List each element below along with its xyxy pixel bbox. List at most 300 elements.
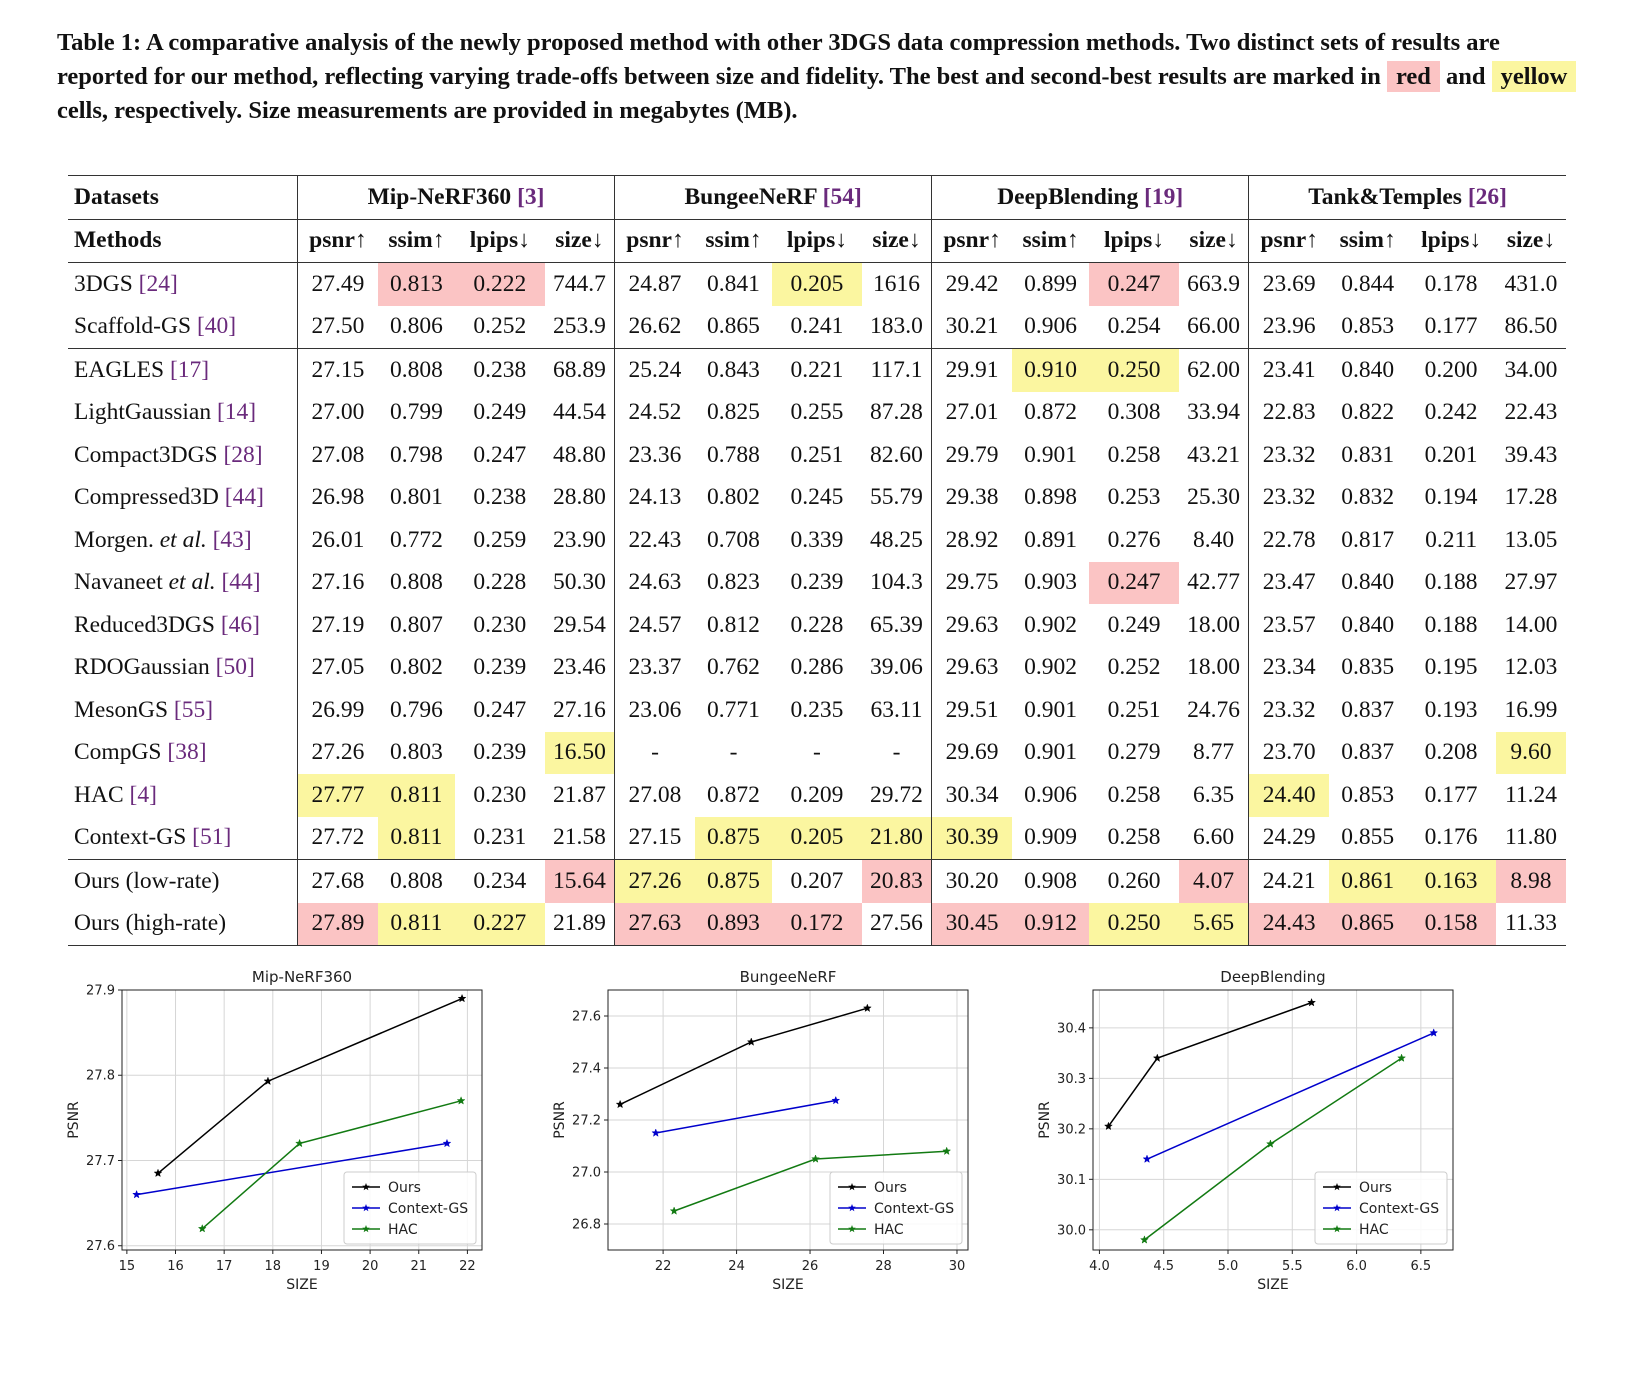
metric-cell: 22.43 <box>628 526 682 553</box>
chart-body <box>66 968 482 1293</box>
legend-entry: Context-GS <box>1359 1201 1440 1217</box>
method-name-italic: et al. <box>168 569 216 596</box>
metric-cell: 0.250 <box>1089 903 1179 946</box>
header-row-datasets <box>68 176 1566 220</box>
caption-red-swatch: red <box>1387 61 1440 92</box>
method-name: Ours (low-rate) <box>74 867 220 894</box>
metric-cell: 0.865 <box>1329 903 1406 946</box>
psnr-size-charts <box>0 968 1627 1385</box>
metric-cell: 663.9 <box>1179 263 1249 306</box>
method-ref: [55] <box>173 696 214 723</box>
method-name: CompGS <box>74 739 162 766</box>
metric-cell: 0.239 <box>473 654 527 681</box>
series-line-context-gs <box>656 1101 836 1134</box>
series-line-context-gs <box>1147 1033 1434 1159</box>
metric-header: psnr↑ <box>1249 219 1329 263</box>
metric-cell: 431.0 <box>1504 270 1558 297</box>
method-name-cell <box>68 519 297 562</box>
table-row <box>68 860 1566 903</box>
metric-cell: 0.891 <box>1024 526 1078 553</box>
method-name: Morgen. <box>74 526 154 553</box>
method-name-cell <box>68 903 297 946</box>
metric-cell: 0.899 <box>1024 270 1078 297</box>
chart-mip-nerf360 <box>60 968 530 1350</box>
method-ref: [51] <box>192 824 232 851</box>
metric-cell: 30.34 <box>945 781 999 808</box>
metric-cell: 0.247 <box>473 696 527 723</box>
metric-cell: 0.837 <box>1341 739 1395 766</box>
metric-cell: 0.802 <box>707 484 760 511</box>
metric-cell: 26.99 <box>311 696 365 723</box>
metric-cell: 0.339 <box>790 526 844 553</box>
metric-cell: 6.35 <box>1179 774 1249 817</box>
method-ref: [28] <box>223 441 263 468</box>
metric-cell: 0.228 <box>473 569 527 596</box>
metric-cell: 11.24 <box>1504 781 1557 808</box>
method-name: MesonGS <box>74 696 169 723</box>
metric-cell: 14.00 <box>1504 611 1558 638</box>
metric-cell: 0.802 <box>389 654 443 681</box>
metric-cell: 0.252 <box>1107 654 1161 681</box>
dataset-header-0 <box>297 176 614 220</box>
metric-cell: 30.39 <box>932 817 1012 860</box>
method-name: EAGLES <box>74 356 165 383</box>
metric-cell: 0.901 <box>1024 696 1078 723</box>
metric-cell: 30.20 <box>932 860 1012 903</box>
metric-cell: 0.251 <box>1107 696 1161 723</box>
table-row <box>68 903 1566 946</box>
metric-cell: 0.811 <box>378 903 455 946</box>
metric-cell: 0.811 <box>378 817 455 860</box>
x-axis-label: SIZE <box>1257 1277 1289 1293</box>
legend-entry: HAC <box>388 1222 418 1238</box>
metric-cell: 4.07 <box>1179 860 1249 903</box>
metric-cell: 0.251 <box>790 441 844 468</box>
data-point-hac <box>943 1147 951 1154</box>
legend-entry: Ours <box>388 1180 421 1196</box>
metric-cell: 24.13 <box>628 484 682 511</box>
method-name-cell <box>68 732 297 775</box>
metric-cell: 0.835 <box>1341 654 1395 681</box>
metric-cell: 0.193 <box>1424 696 1478 723</box>
metric-cell: 0.208 <box>1424 739 1478 766</box>
dataset-name: BungeeNeRF <box>684 183 817 210</box>
metric-cell: 21.58 <box>545 817 615 860</box>
metric-cell: 0.875 <box>695 860 772 903</box>
metric-cell: 27.08 <box>311 441 365 468</box>
metric-cell: 26.98 <box>311 484 365 511</box>
metric-cell: 0.249 <box>473 399 527 426</box>
metric-cell: 0.276 <box>1107 526 1161 553</box>
metric-cell: 82.60 <box>862 434 932 477</box>
metric-cell: 0.227 <box>455 903 545 946</box>
header-row-metrics <box>68 219 1566 263</box>
chart-title: Mip-NeRF360 <box>251 968 353 986</box>
y-tick-label: 30.4 <box>1057 1021 1086 1037</box>
method-name: RDOGaussian <box>74 654 210 681</box>
y-tick-label: 27.4 <box>572 1061 601 1077</box>
method-name: LightGaussian <box>74 399 212 426</box>
method-name-cell <box>68 306 297 349</box>
metric-header: lpips↓ <box>455 219 545 263</box>
metric-cell: 55.79 <box>862 477 932 520</box>
metric-cell: 0.176 <box>1424 824 1478 851</box>
data-point-context-gs <box>1430 1029 1438 1036</box>
metric-cell: 29.51 <box>945 696 999 723</box>
method-name-cell <box>68 817 297 860</box>
x-tick-label: 4.0 <box>1089 1259 1110 1274</box>
metric-header: lpips↓ <box>772 219 862 263</box>
chart-legend <box>830 1172 962 1244</box>
method-name: 3DGS <box>74 270 133 297</box>
metric-cell: 27.05 <box>311 654 365 681</box>
metric-cell: 0.209 <box>790 781 844 808</box>
method-name: Navaneet <box>74 569 163 596</box>
metric-cell: 0.258 <box>1107 781 1161 808</box>
metric-cell: 0.825 <box>707 399 760 426</box>
chart-legend <box>344 1172 476 1244</box>
metric-cell: 0.841 <box>707 270 760 297</box>
metric-cell: 0.254 <box>1107 313 1161 340</box>
metric-cell: 104.3 <box>862 562 932 605</box>
caption-and: and <box>1446 63 1486 90</box>
metric-cell: 63.11 <box>862 689 932 732</box>
metric-cell: 87.28 <box>862 392 932 435</box>
metric-cell: 0.242 <box>1424 399 1478 426</box>
metric-cell: 27.63 <box>615 903 695 946</box>
metric-cell: 48.25 <box>862 519 932 562</box>
metric-cell: 27.50 <box>311 313 365 340</box>
metric-cell: 44.54 <box>545 392 615 435</box>
metric-cell: 29.63 <box>945 654 999 681</box>
x-tick-label: 30 <box>948 1259 966 1274</box>
metric-cell: 0.831 <box>1341 441 1395 468</box>
table-row <box>68 774 1566 817</box>
metric-cell: 26.62 <box>628 313 682 340</box>
table-row <box>68 732 1566 775</box>
metric-cell: 0.808 <box>378 349 455 392</box>
legend-entry: HAC <box>1359 1222 1389 1238</box>
metric-cell: 0.207 <box>772 860 862 903</box>
metric-cell: 0.200 <box>1406 349 1496 392</box>
metric-header: psnr↑ <box>297 219 377 263</box>
metric-cell: 0.255 <box>790 399 844 426</box>
method-name-cell <box>68 263 297 306</box>
chart-deepblending <box>1031 968 1501 1350</box>
legend-entry: Context-GS <box>874 1201 955 1217</box>
data-point-hac <box>670 1207 678 1214</box>
metric-cell: 0.893 <box>695 903 772 946</box>
chart-legend <box>1315 1172 1447 1244</box>
metric-cell: 24.21 <box>1249 860 1329 903</box>
table-row <box>68 477 1566 520</box>
metric-cell: 0.817 <box>1341 526 1395 553</box>
metric-cell: 0.803 <box>389 739 443 766</box>
metric-cell: 11.33 <box>1496 903 1566 946</box>
metric-cell: 0.228 <box>790 611 844 638</box>
metric-cell: 0.238 <box>473 484 527 511</box>
y-tick-label: 30.2 <box>1057 1122 1086 1138</box>
table-row <box>68 434 1566 477</box>
metric-cell: 0.238 <box>455 349 545 392</box>
metric-cell: 24.63 <box>628 569 682 596</box>
metric-cell: 0.177 <box>1424 781 1478 808</box>
metric-cell: 0.910 <box>1012 349 1089 392</box>
table-row <box>68 306 1566 349</box>
method-ref: [24] <box>138 270 178 297</box>
data-point-hac <box>457 1097 465 1104</box>
metric-cell: 0.853 <box>1341 781 1395 808</box>
metric-cell: 24.87 <box>628 270 682 297</box>
metric-cell: 28.80 <box>545 477 615 520</box>
metric-cell: 0.875 <box>695 817 772 860</box>
metric-cell: 27.08 <box>628 781 682 808</box>
metric-cell: 0.908 <box>1012 860 1089 903</box>
chart-bungeenerf <box>546 968 1016 1350</box>
metric-cell: 22.78 <box>1262 526 1316 553</box>
metric-cell: 0.902 <box>1024 654 1078 681</box>
metric-cell: 0.258 <box>1107 824 1161 851</box>
x-tick-label: 19 <box>313 1259 330 1274</box>
table-row <box>68 604 1566 647</box>
metric-cell: 8.98 <box>1496 860 1566 903</box>
metric-cell: 0.796 <box>389 696 443 723</box>
metric-cell: 0.177 <box>1424 313 1478 340</box>
metric-cell: 28.92 <box>945 526 999 553</box>
metric-cell: 0.259 <box>473 526 527 553</box>
metric-cell: 0.872 <box>1024 399 1078 426</box>
y-tick-label: 26.8 <box>572 1217 601 1233</box>
data-point-context-gs <box>832 1097 840 1104</box>
y-tick-label: 30.3 <box>1057 1071 1086 1087</box>
metric-cell: 0.844 <box>1341 270 1395 297</box>
metric-header: psnr↑ <box>932 219 1012 263</box>
metric-cell: 0.806 <box>389 313 443 340</box>
method-ref: [17] <box>169 356 210 383</box>
y-tick-label: 30.1 <box>1057 1172 1086 1188</box>
dataset-header-1 <box>615 176 932 220</box>
x-tick-label: 24 <box>728 1259 745 1274</box>
metric-cell: 48.80 <box>545 434 615 477</box>
table-row <box>68 263 1566 306</box>
metric-cell: 27.89 <box>297 903 377 946</box>
dataset-ref: [54] <box>822 183 862 210</box>
metric-cell: 0.771 <box>707 696 760 723</box>
metric-cell: 0.906 <box>1024 781 1078 808</box>
x-axis-label: SIZE <box>286 1277 318 1293</box>
x-tick-label: 4.5 <box>1153 1259 1175 1274</box>
metric-cell: 0.239 <box>473 739 527 766</box>
method-name-cell <box>68 562 297 605</box>
metric-cell: 24.52 <box>628 399 682 426</box>
metric-cell: 0.247 <box>1089 263 1179 306</box>
table-row <box>68 519 1566 562</box>
x-tick-label: 5.5 <box>1281 1259 1303 1274</box>
metric-cell: 43.21 <box>1179 434 1249 477</box>
metric-header: ssim↑ <box>1329 219 1406 263</box>
metric-cell: 0.822 <box>1341 399 1395 426</box>
comparison-table-container <box>68 175 1566 946</box>
metric-cell: 0.843 <box>695 349 772 392</box>
data-point-ours <box>747 1038 755 1045</box>
metric-cell: 0.798 <box>389 441 443 468</box>
metric-cell: 0.308 <box>1107 399 1161 426</box>
metric-cell: 0.195 <box>1424 654 1478 681</box>
metric-cell: 0.188 <box>1424 611 1478 638</box>
metric-cell: 23.36 <box>628 441 682 468</box>
y-tick-label: 27.8 <box>86 1068 115 1084</box>
method-name: Context-GS <box>74 824 187 851</box>
metric-cell: 0.279 <box>1107 739 1161 766</box>
metric-header: ssim↑ <box>695 219 772 263</box>
metric-cell: 27.15 <box>628 824 682 851</box>
metric-cell: 29.54 <box>545 604 615 647</box>
metric-cell: 0.247 <box>1089 562 1179 605</box>
metric-cell: 0.245 <box>790 484 844 511</box>
metric-cell: 42.77 <box>1179 562 1249 605</box>
method-ref: [14] <box>216 399 257 426</box>
y-axis-label: PSNR <box>552 1101 568 1139</box>
method-ref: [38] <box>167 739 207 766</box>
metric-cell: 27.72 <box>311 824 365 851</box>
metric-cell: 23.47 <box>1262 569 1316 596</box>
metric-cell: 0.832 <box>1341 484 1395 511</box>
data-point-ours <box>1153 1054 1161 1061</box>
x-tick-label: 28 <box>875 1259 892 1274</box>
metric-cell: 0.247 <box>473 441 527 468</box>
metric-cell: 23.57 <box>1262 611 1316 638</box>
metric-cell: 11.80 <box>1504 824 1557 851</box>
metric-cell: 0.808 <box>378 860 455 903</box>
method-ref: [44] <box>221 569 261 596</box>
metric-cell: 0.286 <box>790 654 844 681</box>
data-point-context-gs <box>133 1191 141 1198</box>
metric-cell: 0.808 <box>389 569 443 596</box>
metric-cell: 0.194 <box>1424 484 1478 511</box>
metric-cell: 22.83 <box>1262 399 1316 426</box>
method-name-cell <box>68 604 297 647</box>
dataset-ref: [3] <box>517 183 545 210</box>
metric-cell: 0.205 <box>772 817 862 860</box>
chart-title: BungeeNeRF <box>739 968 837 986</box>
method-name-cell <box>68 477 297 520</box>
metric-cell: 23.69 <box>1262 270 1316 297</box>
metric-cell: 23.32 <box>1262 696 1316 723</box>
metric-cell: 0.840 <box>1341 611 1395 638</box>
dataset-header-2 <box>932 176 1249 220</box>
metric-cell: 0.260 <box>1089 860 1179 903</box>
table-row <box>68 562 1566 605</box>
metric-cell: 0.799 <box>389 399 443 426</box>
metric-header: lpips↓ <box>1406 219 1496 263</box>
metric-header: lpips↓ <box>1089 219 1179 263</box>
metric-cell: 0.762 <box>707 654 760 681</box>
metric-cell: 0.708 <box>707 526 760 553</box>
method-name-cell <box>68 689 297 732</box>
metric-cell: 0.252 <box>473 313 527 340</box>
metric-cell: 0.231 <box>473 824 527 851</box>
metric-cell: 744.7 <box>545 263 615 306</box>
metric-cell: 1616 <box>862 263 932 306</box>
metric-cell: 50.30 <box>545 562 615 605</box>
method-name: Ours (high-rate) <box>74 910 227 937</box>
metric-cell: 23.70 <box>1262 739 1316 766</box>
table-row <box>68 392 1566 435</box>
metric-header: ssim↑ <box>1012 219 1089 263</box>
x-axis-label: SIZE <box>772 1277 804 1293</box>
metric-cell: 0.230 <box>473 611 527 638</box>
x-tick-label: 16 <box>167 1259 184 1274</box>
metric-cell: 0.158 <box>1406 903 1496 946</box>
metric-cell: 86.50 <box>1504 313 1558 340</box>
metric-cell: 29.79 <box>945 441 999 468</box>
method-name-cell <box>68 392 297 435</box>
metric-cell: 66.00 <box>1179 306 1249 349</box>
metric-cell: 26.01 <box>311 526 365 553</box>
metric-cell: 20.83 <box>862 860 932 903</box>
metric-cell: 23.32 <box>1262 484 1316 511</box>
method-ref: [46] <box>220 611 261 638</box>
metric-header: ssim↑ <box>378 219 455 263</box>
metric-cell: 27.49 <box>311 270 365 297</box>
metric-cell: 17.28 <box>1504 484 1558 511</box>
metric-cell: 27.56 <box>862 903 932 946</box>
metric-cell: 0.230 <box>473 781 527 808</box>
metric-cell: - <box>813 739 821 766</box>
metric-cell: 0.772 <box>389 526 443 553</box>
metric-cell: 0.901 <box>1024 441 1078 468</box>
y-axis-label: PSNR <box>1037 1101 1053 1139</box>
metric-cell: 27.16 <box>311 569 365 596</box>
x-tick-label: 21 <box>410 1259 428 1274</box>
metric-cell: 30.21 <box>945 313 999 340</box>
method-name-cell <box>68 860 297 903</box>
x-tick-label: 22 <box>654 1259 672 1274</box>
data-point-ours <box>458 995 466 1002</box>
metric-cell: - <box>862 732 932 775</box>
legend-entry: HAC <box>874 1222 904 1238</box>
metric-cell: 29.63 <box>945 611 999 638</box>
chart-body <box>1037 968 1453 1293</box>
metric-cell: 0.221 <box>772 349 862 392</box>
data-point-ours <box>616 1100 624 1107</box>
method-ref: [44] <box>224 484 264 511</box>
metric-cell: 29.91 <box>932 349 1012 392</box>
metric-cell: 22.43 <box>1504 399 1558 426</box>
dataset-name: DeepBlending <box>997 183 1139 210</box>
table-caption <box>57 26 1587 128</box>
x-tick-label: 5.0 <box>1217 1259 1239 1274</box>
metric-cell: 0.823 <box>707 569 760 596</box>
metric-cell: 253.9 <box>545 306 615 349</box>
metric-cell: 0.788 <box>707 441 760 468</box>
metric-cell: 0.250 <box>1089 349 1179 392</box>
metric-cell: 39.43 <box>1504 441 1558 468</box>
series-line-ours <box>1108 1003 1311 1127</box>
metric-cell: 16.50 <box>545 732 615 775</box>
caption-yellow-swatch: yellow <box>1492 61 1577 92</box>
legend-entry: Context-GS <box>388 1201 469 1217</box>
metric-cell: 24.76 <box>1179 689 1249 732</box>
metric-cell: 23.90 <box>545 519 615 562</box>
x-tick-label: 22 <box>459 1259 476 1274</box>
metric-header: size↓ <box>545 219 615 263</box>
method-name: Compressed3D <box>74 484 219 511</box>
metric-cell: 29.72 <box>862 774 932 817</box>
series-line-ours <box>158 999 462 1174</box>
metric-cell: 0.812 <box>707 611 760 638</box>
metric-cell: 23.96 <box>1262 313 1316 340</box>
